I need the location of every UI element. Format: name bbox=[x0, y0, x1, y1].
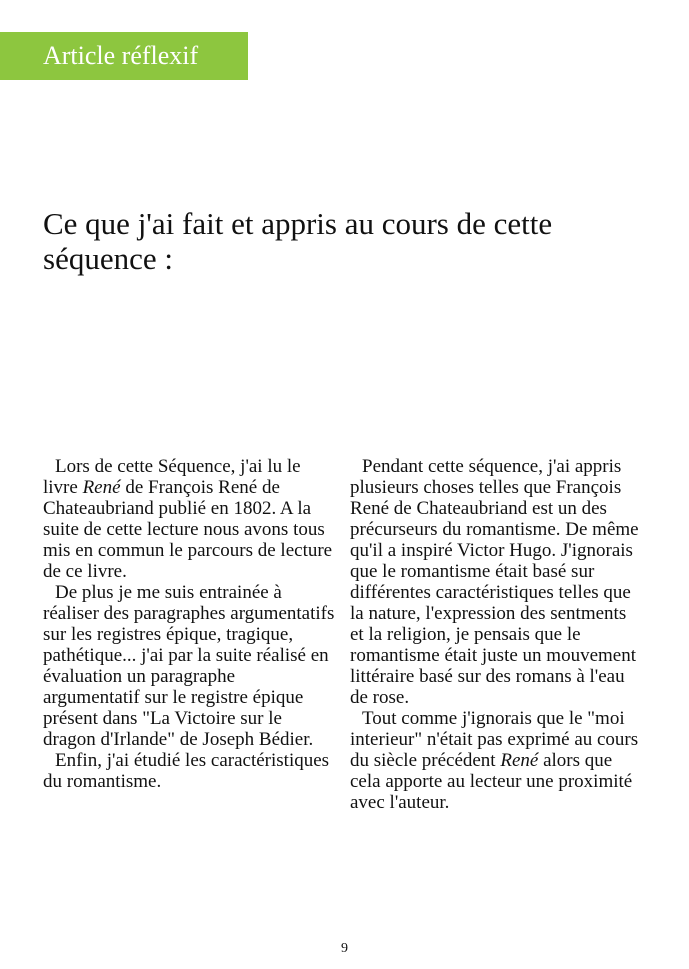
right-paragraph-2-end: alors que cela apporte au lecteur une proximité avec l'auteur. bbox=[350, 750, 633, 813]
right-paragraph-2-start: Tout comme j'ignorais que le "moi interieur" n'était pas exprimé au cours du siècle précédent bbox=[350, 708, 639, 771]
page-title: Ce que j'ai fait et appris au cours de cette séquence : bbox=[43, 206, 553, 276]
right-paragraph-1: Pendant cette séquence, j'ai appris plusieurs choses telles que François René de Chateaubriand est un des précurseurs du romantisme. De même qu'il a inspiré Victor Hugo. J'ignorais que le romantisme était basé sur différentes caractéristiques telles que la nature, l'expression des sentments et la religion, je pensais que le romantisme était juste un mouvement littéraire basé sur des romans à l'eau de rose. bbox=[350, 456, 639, 708]
right-column bbox=[350, 456, 640, 813]
left-paragraph-3: Enfin, j'ai étudié les caractéristiques du romantisme. bbox=[43, 750, 330, 792]
book-title-rene: René bbox=[82, 477, 121, 498]
left-paragraph-1 bbox=[43, 456, 335, 582]
section-badge-label: Article réflexif bbox=[43, 41, 199, 70]
book-title-rene-2: René bbox=[500, 750, 539, 771]
left-column bbox=[43, 456, 335, 792]
left-paragraph-1-start: Lors de cette Séquence, j'ai lu le livre bbox=[43, 456, 301, 498]
right-paragraph-2 bbox=[350, 708, 640, 813]
section-badge bbox=[0, 32, 248, 80]
page-number: 9 bbox=[341, 941, 348, 956]
left-paragraph-1-end: de François René de Chateaubriand publié en 1802. A la suite de cette lecture nous avons tous mis en commun le parcours de lecture de ce livre. bbox=[43, 477, 333, 582]
left-paragraph-2: De plus je me suis entrainée à réaliser des paragraphes argumentatifs sur les registres épique, tragique, pathétique... j'ai par la suite réalisé en évaluation un paragraphe argumentatif sur le registre épique présent dans "La Victoire sur le dragon d'Irlande" de Joseph Bédier. bbox=[43, 582, 335, 750]
